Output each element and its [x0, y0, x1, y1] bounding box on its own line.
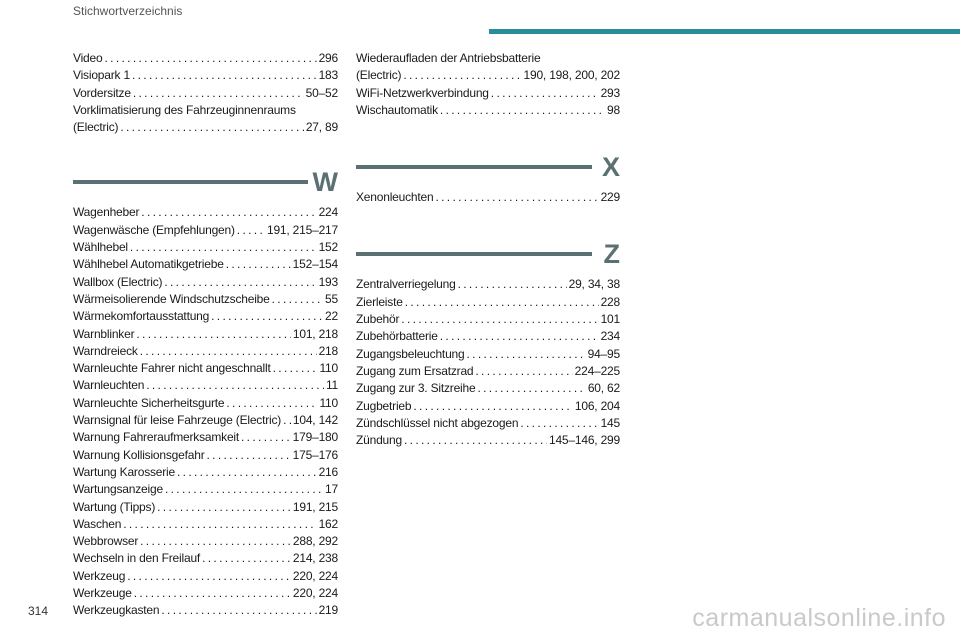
index-entry-pages: 191, 215	[292, 499, 338, 514]
index-entry-pages: 191, 215–217	[266, 222, 338, 237]
leader-dots	[165, 481, 323, 498]
index-entry-term: Wählhebel	[73, 240, 128, 255]
index-entry-term: Wallbox (Electric)	[73, 274, 163, 289]
index-entry	[73, 585, 338, 602]
index-entry	[73, 429, 338, 446]
index-entry-term: Xenonleuchten	[356, 190, 434, 205]
header-accent-bar	[489, 29, 960, 34]
index-entry	[73, 239, 338, 256]
index-entry-term: Waschen	[73, 516, 122, 531]
index-entry-term: Wartung Karosserie	[73, 464, 175, 479]
index-entry	[356, 380, 620, 397]
left-column	[73, 50, 338, 620]
index-entry	[73, 102, 338, 137]
index-entry-pages: 29, 34, 38	[568, 277, 620, 292]
index-entry-term: Zündschlüssel nicht abgezogen	[356, 415, 519, 430]
index-entry-pages: 11	[325, 378, 338, 393]
leader-dots	[241, 429, 291, 446]
index-entry	[73, 550, 338, 567]
leader-dots	[202, 550, 291, 567]
index-entry-pages: 219	[318, 603, 338, 618]
index-entry-pages: 293	[600, 85, 620, 100]
index-entry-pages: 152–154	[292, 257, 338, 272]
section-rule	[356, 165, 592, 169]
leader-dots	[435, 189, 598, 206]
index-entry-term: Vordersitze	[73, 85, 131, 100]
leader-dots	[177, 464, 317, 481]
index-group-w	[73, 204, 338, 619]
index-entry	[73, 50, 338, 67]
index-entry-term: Warnleuchten	[73, 378, 145, 393]
index-entry	[73, 343, 338, 360]
index-entry-term: Warnblinker	[73, 326, 135, 341]
index-entry-term: Zugang zum Ersatzrad	[356, 363, 474, 378]
index-entry-term-cont: (Electric)	[73, 120, 119, 135]
leader-dots	[140, 343, 317, 360]
index-entry-pages: 220, 224	[292, 568, 338, 583]
index-entry	[73, 464, 338, 481]
index-entry	[73, 274, 338, 291]
leader-dots	[164, 274, 316, 291]
index-group-z	[356, 276, 620, 449]
index-entry-pages: 224	[318, 205, 338, 220]
index-entry-pages: 216	[318, 464, 338, 479]
right-column	[356, 50, 620, 449]
leader-dots	[120, 119, 303, 136]
index-entry	[356, 363, 620, 380]
index-entry-term: Zierleiste	[356, 294, 403, 309]
leader-dots	[133, 85, 304, 102]
index-entry-pages: 214, 238	[292, 551, 338, 566]
index-entry	[356, 415, 620, 432]
index-entry	[356, 189, 620, 206]
index-entry-term: Warnsignal für leise Fahrzeuge (Electric)	[73, 413, 282, 428]
index-entry-pages: 152	[318, 240, 338, 255]
leader-dots	[127, 568, 291, 585]
leader-dots	[226, 395, 317, 412]
index-entry-pages: 106, 204	[574, 398, 620, 413]
index-entry-pages: 55	[325, 291, 338, 306]
index-entry	[73, 499, 338, 516]
index-entry-pages: 22	[325, 309, 338, 324]
leader-dots	[237, 222, 265, 239]
index-entry-term: Zentralverriegelung	[356, 277, 456, 292]
index-entry-pages: 162	[318, 516, 338, 531]
index-entry-pages: 145–146, 299	[548, 433, 620, 448]
leader-dots	[403, 67, 521, 84]
leader-dots	[404, 432, 547, 449]
watermark: carmanualsonline.info	[692, 604, 946, 632]
index-entry-term-cont: (Electric)	[356, 68, 402, 83]
index-entry-pages: 175–176	[292, 447, 338, 462]
index-entry-term: Zubehör	[356, 312, 400, 327]
index-entry-pages: 296	[318, 51, 338, 65]
index-entry	[73, 568, 338, 585]
index-entry	[73, 85, 338, 102]
index-entry	[73, 395, 338, 412]
section-letter: X	[601, 152, 620, 183]
leader-dots	[401, 311, 598, 328]
index-entry-pages: 110	[319, 395, 338, 410]
index-entry	[356, 398, 620, 415]
index-entry-pages: 218	[318, 343, 338, 358]
index-entry-term: Warnleuchte Fahrer nicht angeschnallt	[73, 361, 271, 376]
index-entry	[73, 256, 338, 273]
page-header-title: Stichwortverzeichnis	[73, 4, 183, 18]
index-entry-term: Wagenheber	[73, 205, 140, 220]
leader-dots	[141, 204, 316, 221]
leader-dots	[520, 415, 598, 432]
index-entry-pages: 220, 224	[292, 586, 338, 601]
index-entry-term: Wärmekomfortausstattung	[73, 309, 210, 324]
index-entry	[73, 533, 338, 550]
index-entry-pages: 193	[318, 274, 338, 289]
index-entry-pages: 190, 198, 200, 202	[523, 68, 620, 83]
index-entry-pages: 234	[600, 329, 620, 344]
index-entry-term: Warnleuchte Sicherheitsgurte	[73, 395, 225, 410]
index-entry-term: Visiopark 1	[73, 68, 130, 83]
leader-dots	[491, 85, 599, 102]
leader-dots	[146, 377, 324, 394]
index-entry	[356, 346, 620, 363]
index-entry-term: Wählhebel Automatikgetriebe	[73, 257, 224, 272]
section-header-w	[73, 162, 338, 198]
index-entry	[356, 85, 620, 102]
leader-dots	[134, 585, 291, 602]
index-entry	[73, 412, 338, 429]
index-entry	[73, 308, 338, 325]
leader-dots	[161, 602, 316, 619]
leader-dots	[272, 291, 323, 308]
leader-dots	[405, 294, 599, 311]
leader-dots	[477, 380, 585, 397]
index-entry-term: Webbrowser	[73, 534, 139, 549]
index-group-x	[356, 189, 620, 206]
index-entry-pages: 94–95	[587, 346, 620, 361]
index-entry-pages: 229	[600, 190, 620, 205]
index-entry-term: Vorklimatisierung des Fahrzeuginnenraums	[73, 102, 296, 117]
index-entry-term: Zugangsbeleuchtung	[356, 346, 465, 361]
index-entry-pages: 50–52	[305, 85, 338, 100]
index-entry-term: Wartungsanzeige	[73, 482, 163, 497]
index-entry-pages: 60, 62	[587, 381, 620, 396]
index-entry	[73, 447, 338, 464]
leader-dots	[413, 398, 573, 415]
section-rule	[356, 252, 592, 256]
leader-dots	[283, 412, 291, 429]
index-entry-pages: 98	[607, 102, 620, 117]
index-entry-term: Wagenwäsche (Empfehlungen)	[73, 222, 235, 237]
leader-dots	[211, 308, 323, 325]
index-entry-term: Wiederaufladen der Antriebsbatterie	[356, 51, 541, 65]
index-entry-term: Zugbetrieb	[356, 398, 412, 413]
index-entry-term: Zubehörbatterie	[356, 329, 438, 344]
index-entry-pages: 17	[325, 482, 338, 497]
index-entry-pages: 110	[319, 361, 338, 376]
index-entry	[356, 294, 620, 311]
index-entry-term: Zündung	[356, 433, 402, 448]
index-entry-term: Wischautomatik	[356, 102, 438, 117]
leader-dots	[475, 363, 572, 380]
index-entry	[73, 291, 338, 308]
index-entry	[73, 67, 338, 84]
index-entry	[356, 328, 620, 345]
index-entry-pages: 183	[318, 68, 338, 83]
index-entry	[73, 602, 338, 619]
index-group-v	[73, 50, 338, 136]
index-entry-term: WiFi-Netzwerkverbindung	[356, 85, 489, 100]
index-entry	[73, 326, 338, 343]
index-entry	[356, 276, 620, 293]
leader-dots	[226, 256, 291, 273]
index-entry	[73, 204, 338, 221]
section-header-z	[356, 234, 620, 270]
index-entry	[356, 311, 620, 328]
section-letter: Z	[603, 239, 620, 270]
index-entry-pages: 101, 218	[292, 326, 338, 341]
leader-dots	[140, 533, 291, 550]
index-entry-term: Wartung (Tipps)	[73, 499, 156, 514]
leader-dots	[440, 102, 605, 119]
index-entry-pages: 288, 292	[292, 534, 338, 549]
section-rule	[73, 180, 308, 184]
index-entry-term: Werkzeugkasten	[73, 603, 160, 618]
index-entry	[73, 481, 338, 498]
section-header-x	[356, 147, 620, 183]
index-entry	[73, 377, 338, 394]
leader-dots	[130, 239, 317, 256]
index-entry-term: Wechseln in den Freilauf	[73, 551, 201, 566]
index-entry-term: Werkzeug	[73, 568, 126, 583]
section-letter: W	[312, 167, 338, 198]
index-entry-term: Warnung Fahreraufmerksamkeit	[73, 430, 240, 445]
index-entry-term: Video	[73, 51, 103, 65]
index-entry-term: Wärmeisolierende Windschutzscheibe	[73, 291, 270, 306]
index-entry-pages: 27, 89	[305, 120, 338, 135]
leader-dots	[157, 499, 291, 516]
leader-dots	[123, 516, 316, 533]
leader-dots	[136, 326, 291, 343]
index-entry-term: Warndreieck	[73, 343, 138, 358]
leader-dots	[132, 67, 317, 84]
index-entry	[356, 102, 620, 119]
leader-dots	[467, 346, 586, 363]
index-entry-pages: 179–180	[292, 430, 338, 445]
leader-dots	[458, 276, 567, 293]
index-entry-pages: 101	[600, 312, 620, 327]
index-entry	[356, 50, 620, 85]
leader-dots	[207, 447, 291, 464]
index-entry	[73, 360, 338, 377]
index-group-w-cont	[356, 50, 620, 119]
index-entry-term: Zugang zur 3. Sitzreihe	[356, 381, 476, 396]
leader-dots	[440, 328, 599, 345]
leader-dots	[104, 50, 316, 67]
index-entry-pages: 145	[600, 415, 620, 430]
index-entry-pages: 228	[600, 294, 620, 309]
index-entry-term: Warnung Kollisionsgefahr	[73, 447, 205, 462]
index-entry-pages: 104, 142	[292, 413, 338, 428]
leader-dots	[273, 360, 318, 377]
page-number: 314	[28, 604, 49, 618]
index-entry-pages: 224–225	[574, 363, 620, 378]
index-entry	[356, 432, 620, 449]
index-entry	[73, 222, 338, 239]
index-entry	[73, 516, 338, 533]
index-entry-term: Werkzeuge	[73, 586, 132, 601]
